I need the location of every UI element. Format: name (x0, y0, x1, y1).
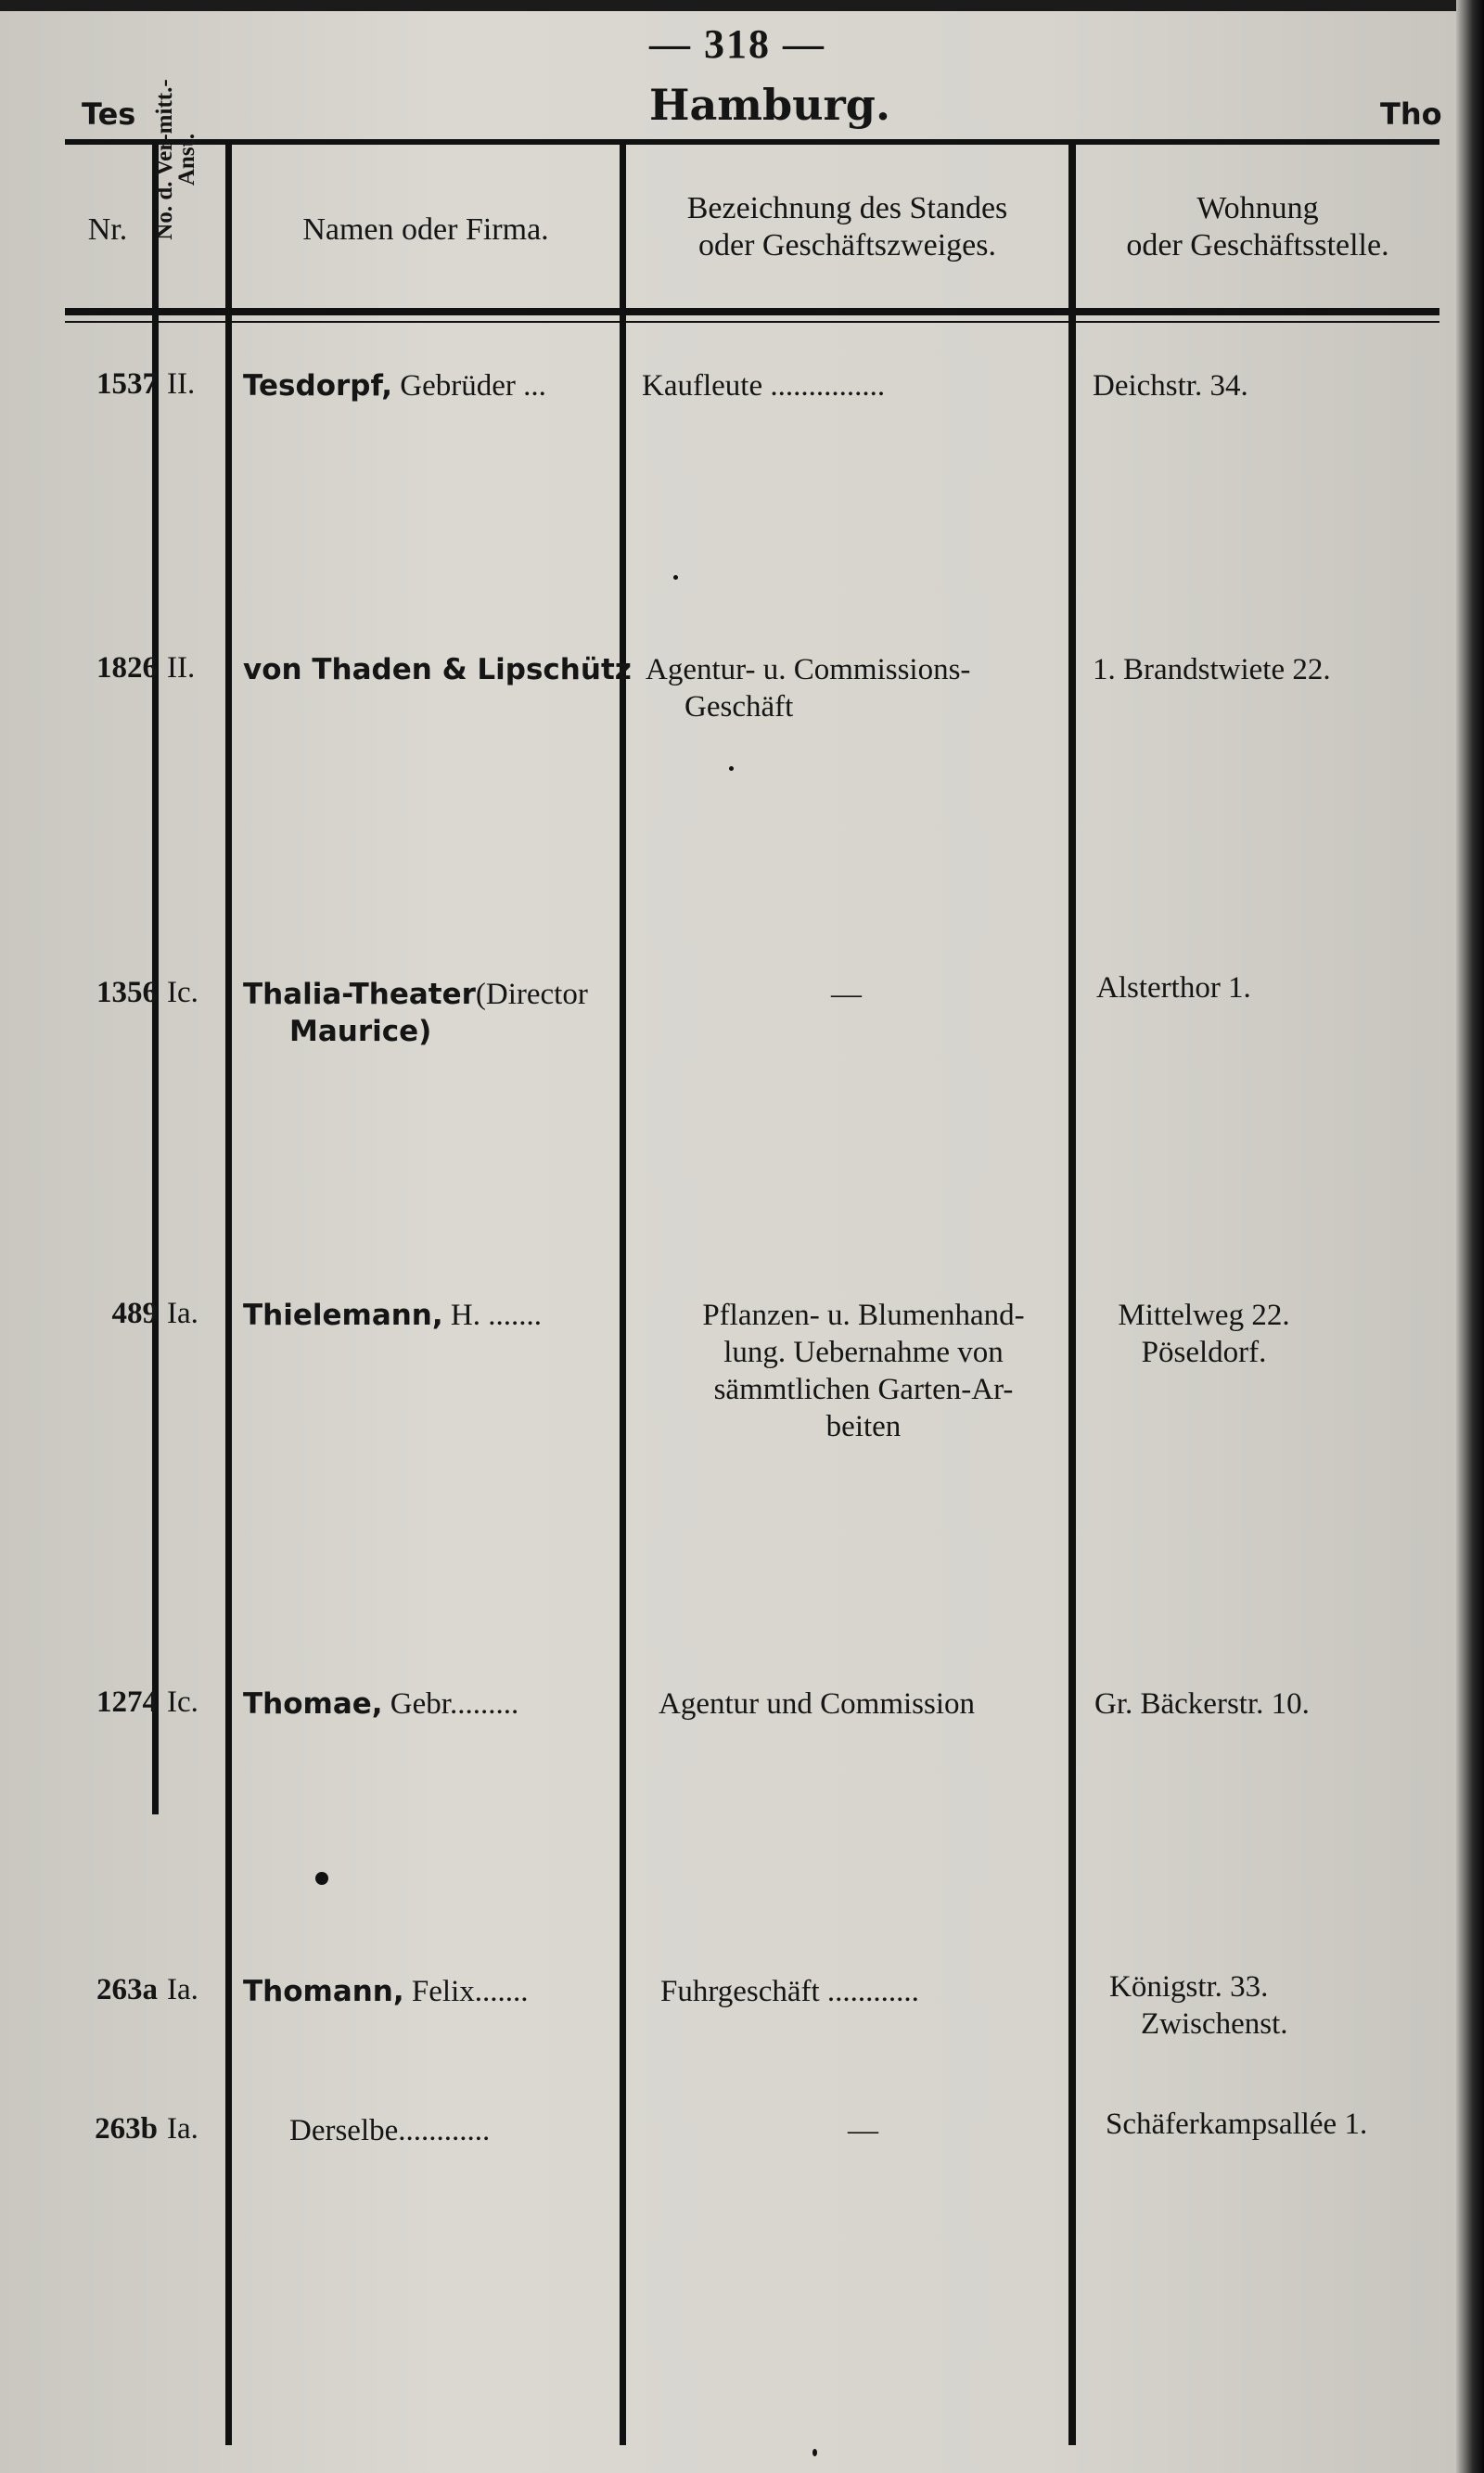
entry-name: Tesdorpf, Gebrüder ... (243, 369, 546, 403)
entry-class: Ia. (167, 1297, 198, 1330)
entry-class: Ic. (167, 976, 198, 1009)
entry-class: Ia. (167, 1973, 198, 2006)
entry-number: 1537 (96, 367, 158, 401)
entry-number: 489 (111, 1297, 158, 1330)
entry-occupation: Agentur und Commission (659, 1687, 976, 1721)
entry-name: Thomae, Gebr......... (243, 1687, 519, 1721)
column-divider-name-right (620, 145, 626, 2445)
scan-edge-top (0, 0, 1484, 11)
entry-number: 263b (95, 2112, 158, 2146)
ink-speck (729, 766, 734, 771)
entry-occupation: Kaufleute ............... (642, 369, 886, 403)
column-header-nr: Nr. (87, 212, 128, 247)
entry-name: Thielemann, H. ....... (243, 1299, 542, 1332)
header-rule-thin (65, 321, 1439, 323)
column-header-name: Namen oder Firma. (302, 212, 549, 247)
entry-number: 1274 (96, 1685, 158, 1719)
entry-class: Ia. (167, 2112, 198, 2146)
page-number: — 318 — (649, 21, 825, 67)
entry-address: 1. Brandstwiete 22. (1093, 653, 1331, 686)
scan-edge-right (1456, 0, 1484, 2473)
entry-address: Königstr. 33. Zwischenst. (1109, 1970, 1288, 2041)
entry-class: Ic. (167, 1685, 198, 1719)
ink-speck (812, 2449, 817, 2456)
guide-word-right: Tho (1380, 96, 1442, 132)
ink-speck (315, 1872, 328, 1885)
column-header-class: No. d. Ver-mitt.-Anst. (152, 79, 199, 240)
city-heading: Hamburg. (649, 80, 890, 130)
entry-address: Mittelweg 22. Pöseldorf. (1118, 1299, 1290, 1369)
entry-number: 1356 (96, 976, 158, 1009)
entry-occupation: Agentur- u. Commissions- Geschäft (646, 653, 971, 724)
entry-number: 1826 (96, 651, 158, 685)
column-divider-class-right (225, 145, 232, 2445)
entry-address: Schäferkampsallée 1. (1106, 2108, 1368, 2141)
entry-name: von Thaden & Lipschütz (243, 653, 632, 686)
header-rule-bottom (65, 308, 1439, 315)
entry-name: Thomann, Felix....... (243, 1975, 529, 2008)
entry-occupation: — (831, 978, 862, 1011)
entry-address: Deichstr. 34. (1093, 369, 1248, 403)
column-header-stand: Bezeichnung des Standes oder Geschäftszweiges. (686, 191, 1008, 263)
entry-occupation: Fuhrgeschäft ............ (660, 1975, 919, 2008)
entry-number: 263a (96, 1973, 158, 2006)
entry-name: Thalia-Theater(Director Maurice) (243, 978, 588, 1048)
entry-class: II. (167, 367, 196, 401)
column-divider-stand-right (1068, 145, 1076, 2445)
guide-word-left: Tes (82, 96, 136, 132)
ink-speck (673, 575, 678, 580)
entry-name: Derselbe............ (289, 2114, 491, 2147)
header-rule-top (65, 139, 1439, 145)
entry-address: Gr. Bäckerstr. 10. (1094, 1687, 1310, 1721)
entry-occupation: Pflanzen- u. Blumenhand- lung. Uebernahme von sämmtlichen Garten-Ar- beiten (702, 1299, 1025, 1443)
entry-address: Alsterthor 1. (1096, 971, 1251, 1005)
column-header-address: Wohnung oder Geschäftsstelle. (1126, 191, 1389, 263)
entry-class: II. (167, 651, 196, 685)
entry-occupation: — (848, 2114, 878, 2147)
